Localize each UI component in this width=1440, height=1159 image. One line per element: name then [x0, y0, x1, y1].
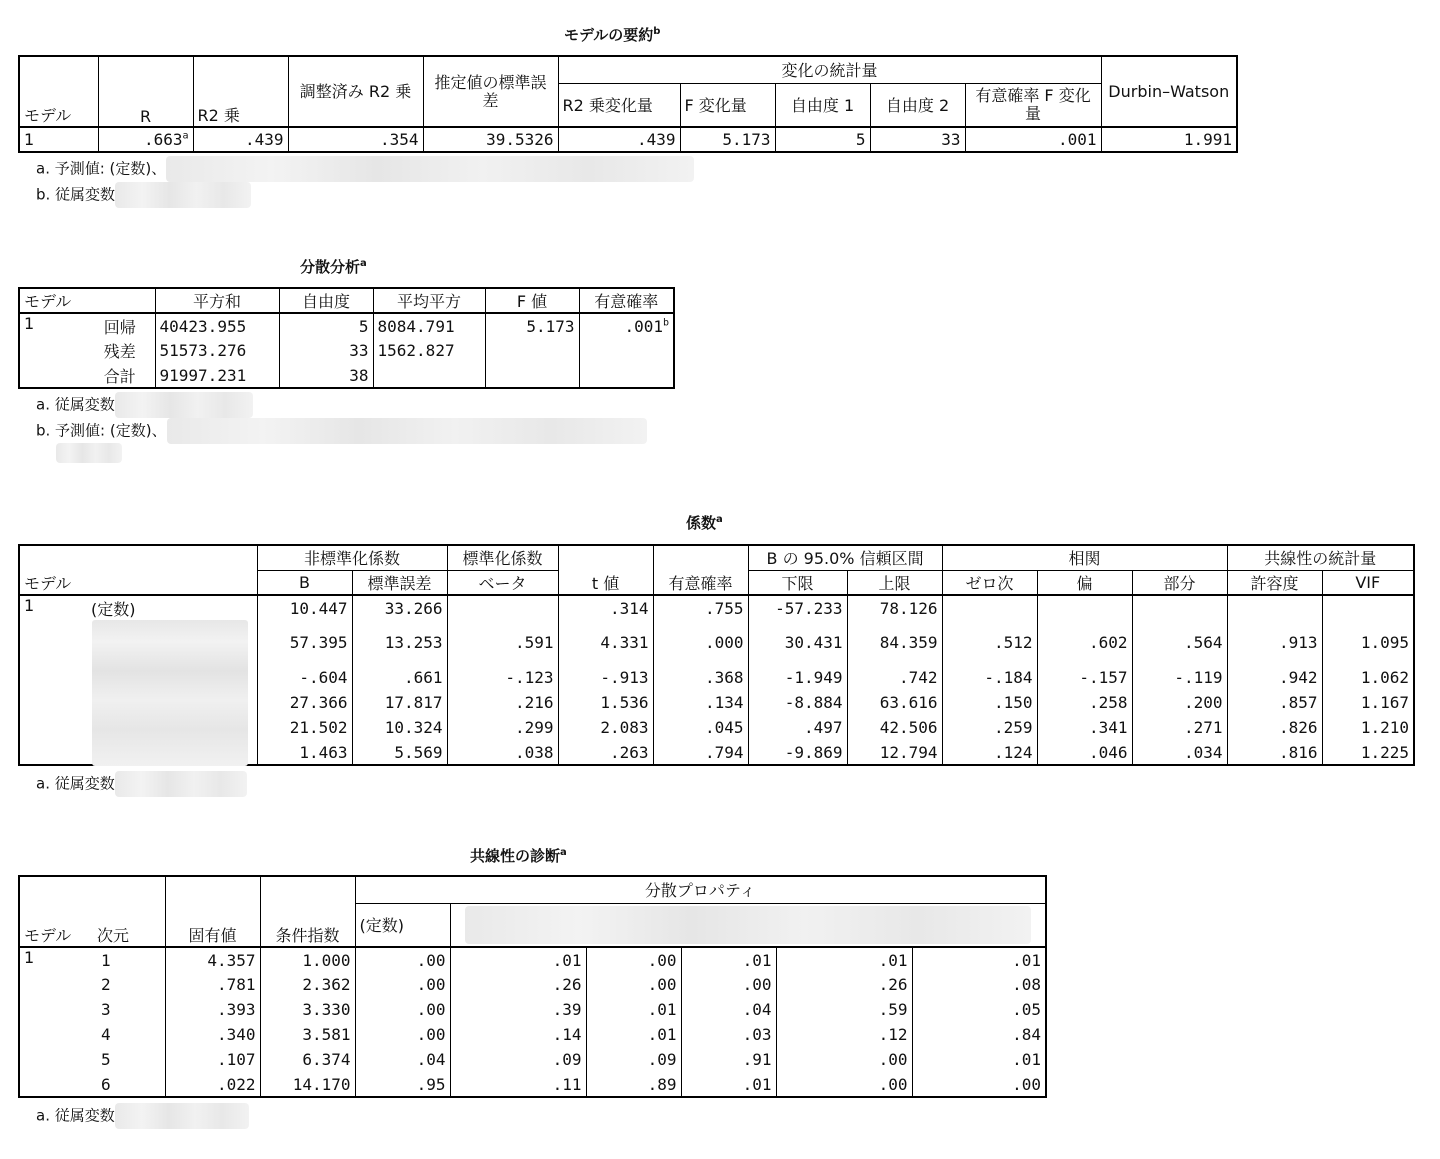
- col-upper: 上限: [847, 570, 942, 595]
- cell-varprop-5: .08: [912, 972, 1046, 997]
- cell-part: .200: [1132, 690, 1227, 715]
- anova-title: 分散分析$^a$: [300, 258, 367, 276]
- cell-varprop-5: .01: [912, 947, 1046, 972]
- change-stats-group: 変化の統計量: [558, 56, 1101, 83]
- cell-lower: -1.949: [748, 665, 847, 690]
- cell-dimension: 6: [101, 1074, 111, 1094]
- model-summary-table: [18, 55, 1238, 153]
- col-r2: R2 乗: [193, 56, 288, 127]
- cell-ms: [373, 363, 485, 388]
- footnote-predictors: b. 予測値: (定数)、: [36, 418, 647, 444]
- cell-varprop-2: .09: [586, 1047, 681, 1072]
- col-eigenvalue: 固有値: [165, 876, 260, 947]
- redacted-text: [115, 182, 251, 208]
- footnote-dependent: a. 従属変数: [36, 771, 247, 797]
- model-summary-title: モデルの要約$^b$: [564, 26, 661, 44]
- cell-lower: 30.431: [748, 620, 847, 665]
- cell-vif: 1.210: [1322, 715, 1414, 740]
- cell-ss: 51573.276: [155, 338, 279, 363]
- redacted-text: [115, 1103, 249, 1129]
- cell-std-error: 17.817: [352, 690, 447, 715]
- cell-t: .314: [558, 595, 653, 620]
- cell-sig: .001$^b$: [579, 313, 674, 338]
- cell-partial: .258: [1037, 690, 1132, 715]
- col-std-error: 標準誤差: [352, 570, 447, 595]
- col-beta: ベータ: [447, 570, 558, 595]
- col-durbin-watson: Durbin–Watson: [1101, 56, 1237, 127]
- correlations-group: 相関: [942, 545, 1227, 570]
- cell-vif: 1.095: [1322, 620, 1414, 665]
- cell-beta: -.123: [447, 665, 558, 690]
- cell-ss: 91997.231: [155, 363, 279, 388]
- footnote-dependent: a. 従属変数: [36, 1103, 249, 1129]
- cell-varprop-1: .09: [450, 1047, 586, 1072]
- col-sig: 有意確率: [579, 288, 674, 313]
- cell-ms: 1562.827: [373, 338, 485, 363]
- cell-std-error: .661: [352, 665, 447, 690]
- cell-adj-r2: .354: [288, 127, 423, 152]
- cell-eigenvalue: .340: [165, 1022, 260, 1047]
- col-adj-r2: 調整済み R2 乗: [288, 56, 423, 127]
- cell-zero-order: .124: [942, 740, 1037, 765]
- table-row: [19, 595, 1414, 620]
- cell-vif: 1.062: [1322, 665, 1414, 690]
- row-label: 合計: [103, 366, 136, 386]
- cell-model: 1: [24, 596, 35, 615]
- cell-zero-order: [942, 595, 1037, 620]
- cell-lower: -9.869: [748, 740, 847, 765]
- table-row: [19, 997, 1046, 1022]
- cell-varprop-5: .01: [912, 1047, 1046, 1072]
- table-row: [19, 1072, 1046, 1097]
- cell-df: 5: [279, 313, 373, 338]
- cell-condition-index: 6.374: [260, 1047, 355, 1072]
- cell-std-error: 5.569: [352, 740, 447, 765]
- col-b: B: [257, 570, 352, 595]
- cell-eigenvalue: .107: [165, 1047, 260, 1072]
- ci-group: B の 95.0% 信頼区間: [748, 545, 942, 570]
- cell-t: .263: [558, 740, 653, 765]
- cell-upper: 84.359: [847, 620, 942, 665]
- cell-lower: .497: [748, 715, 847, 740]
- cell-durbin-watson: 1.991: [1101, 127, 1237, 152]
- cell-varprop-3: .04: [681, 997, 776, 1022]
- cell-df2: 33: [870, 127, 965, 152]
- cell-df1: 5: [775, 127, 870, 152]
- col-f: F 値: [485, 288, 579, 313]
- cell-dimension: 3: [101, 1000, 111, 1019]
- standardized-group: 標準化係数: [447, 545, 558, 570]
- unstandardized-group: 非標準化係数: [257, 545, 447, 570]
- table-row: [19, 363, 674, 388]
- cell-part: -.119: [1132, 665, 1227, 690]
- col-tolerance: 許容度: [1227, 570, 1322, 595]
- col-zero-order: ゼロ次: [942, 570, 1037, 595]
- table-row: [19, 972, 1046, 997]
- cell-beta: .038: [447, 740, 558, 765]
- cell-f-change: 5.173: [680, 127, 775, 152]
- cell-varprop-4: .00: [776, 1047, 912, 1072]
- col-sig-f-change: 有意確率 F 変化量: [965, 83, 1101, 127]
- cell-partial: .602: [1037, 620, 1132, 665]
- collinearity-stats-group: 共線性の統計量: [1227, 545, 1414, 570]
- footnote-dependent: a. 従属変数: [36, 392, 253, 418]
- cell-t: -.913: [558, 665, 653, 690]
- cell-model: 1: [24, 948, 35, 967]
- cell-b: 57.395: [257, 620, 352, 665]
- cell-r: .663$^a$: [98, 127, 193, 152]
- table-row: [19, 1022, 1046, 1047]
- cell-sig: [579, 338, 674, 363]
- cell-tolerance: .913: [1227, 620, 1322, 665]
- cell-b: -.604: [257, 665, 352, 690]
- cell-varprop-2: .01: [586, 1022, 681, 1047]
- cell-dimension: 2: [101, 975, 111, 994]
- col-part: 部分: [1132, 570, 1227, 595]
- cell-upper: 78.126: [847, 595, 942, 620]
- col-df: 自由度: [279, 288, 373, 313]
- cell-std-error: 33.266: [352, 595, 447, 620]
- cell-upper: 12.794: [847, 740, 942, 765]
- cell-sig: .000: [653, 620, 748, 665]
- cell-sig: .755: [653, 595, 748, 620]
- cell-ms: 8084.791: [373, 313, 485, 338]
- cell-model: 1: [24, 314, 35, 333]
- cell-varprop-3: .01: [681, 947, 776, 972]
- cell-b: 10.447: [257, 595, 352, 620]
- cell-tolerance: .826: [1227, 715, 1322, 740]
- cell-condition-index: 3.581: [260, 1022, 355, 1047]
- cell-upper: 63.616: [847, 690, 942, 715]
- cell-lower: -8.884: [748, 690, 847, 715]
- row-label: 回帰: [103, 317, 136, 337]
- cell-zero-order: .512: [942, 620, 1037, 665]
- row-label-constant: (定数): [91, 599, 136, 619]
- cell-upper: 42.506: [847, 715, 942, 740]
- cell-partial: [1037, 595, 1132, 620]
- cell-varprop-4: .00: [776, 1072, 912, 1097]
- cell-condition-index: 3.330: [260, 997, 355, 1022]
- col-partial: 偏: [1037, 570, 1132, 595]
- col-model: モデル: [19, 876, 93, 947]
- table-row: [19, 313, 674, 338]
- col-t: t 値: [558, 545, 653, 595]
- cell-partial: -.157: [1037, 665, 1132, 690]
- cell-vif: 1.225: [1322, 740, 1414, 765]
- cell-varprop-constant: .00: [355, 997, 450, 1022]
- cell-f: 5.173: [485, 313, 579, 338]
- cell-t: 4.331: [558, 620, 653, 665]
- redacted-text: [166, 156, 694, 182]
- cell-varprop-5: .84: [912, 1022, 1046, 1047]
- cell-r2-change: .439: [558, 127, 680, 152]
- footnote-predictors: a. 予測値: (定数)、: [36, 156, 694, 182]
- cell-part: .564: [1132, 620, 1227, 665]
- cell-sig-f-change: .001: [965, 127, 1101, 152]
- cell-varprop-constant: .04: [355, 1047, 450, 1072]
- cell-r2: .439: [193, 127, 288, 152]
- cell-dimension: 4: [101, 1025, 111, 1044]
- cell-zero-order: -.184: [942, 665, 1037, 690]
- cell-vif: 1.167: [1322, 690, 1414, 715]
- cell-varprop-3: .00: [681, 972, 776, 997]
- col-model: モデル: [19, 288, 155, 313]
- cell-varprop-4: .01: [776, 947, 912, 972]
- redacted-text: [56, 443, 122, 463]
- cell-zero-order: .259: [942, 715, 1037, 740]
- cell-varprop-2: .00: [586, 947, 681, 972]
- cell-ss: 40423.955: [155, 313, 279, 338]
- variance-proportions-group: 分散プロパティ: [355, 876, 1046, 903]
- cell-varprop-1: .39: [450, 997, 586, 1022]
- cell-df: 38: [279, 363, 373, 388]
- cell-f: [485, 338, 579, 363]
- cell-part: .271: [1132, 715, 1227, 740]
- col-dimension: 次元: [93, 876, 165, 947]
- cell-tolerance: [1227, 595, 1322, 620]
- cell-varprop-1: .11: [450, 1072, 586, 1097]
- table-row: [19, 338, 674, 363]
- cell-part: [1132, 595, 1227, 620]
- col-df1: 自由度 1: [775, 83, 870, 127]
- cell-varprop-2: .01: [586, 997, 681, 1022]
- cell-varprop-2: .00: [586, 972, 681, 997]
- redacted-text: [167, 418, 647, 444]
- cell-partial: .341: [1037, 715, 1132, 740]
- cell-varprop-2: .89: [586, 1072, 681, 1097]
- col-lower: 下限: [748, 570, 847, 595]
- table-row: [19, 947, 1046, 972]
- coefficients-title: 係数$^a$: [686, 514, 723, 532]
- cell-beta: [447, 595, 558, 620]
- cell-lower: -57.233: [748, 595, 847, 620]
- col-df2: 自由度 2: [870, 83, 965, 127]
- cell-varprop-3: .01: [681, 1072, 776, 1097]
- cell-condition-index: 2.362: [260, 972, 355, 997]
- cell-varprop-constant: .00: [355, 972, 450, 997]
- redacted-variable-names: [92, 620, 248, 766]
- redacted-text: [115, 392, 253, 418]
- cell-varprop-5: .05: [912, 997, 1046, 1022]
- col-sig: 有意確率: [653, 545, 748, 595]
- cell-varprop-4: .59: [776, 997, 912, 1022]
- cell-beta: .216: [447, 690, 558, 715]
- cell-eigenvalue: .393: [165, 997, 260, 1022]
- cell-b: 21.502: [257, 715, 352, 740]
- cell-tolerance: .816: [1227, 740, 1322, 765]
- cell-varprop-constant: .00: [355, 947, 450, 972]
- cell-sig: [579, 363, 674, 388]
- cell-dimension: 1: [101, 950, 111, 970]
- col-sum-of-squares: 平方和: [155, 288, 279, 313]
- cell-eigenvalue: .781: [165, 972, 260, 997]
- cell-b: 27.366: [257, 690, 352, 715]
- cell-condition-index: 1.000: [260, 947, 355, 972]
- cell-varprop-4: .26: [776, 972, 912, 997]
- cell-std-error: 10.324: [352, 715, 447, 740]
- col-model: モデル: [19, 56, 98, 127]
- cell-sig: .134: [653, 690, 748, 715]
- cell-varprop-1: .26: [450, 972, 586, 997]
- cell-f: [485, 363, 579, 388]
- cell-varprop-1: .01: [450, 947, 586, 972]
- cell-varprop-5: .00: [912, 1072, 1046, 1097]
- cell-varprop-3: .91: [681, 1047, 776, 1072]
- col-vif: VIF: [1322, 570, 1414, 595]
- collinearity-title: 共線性の診断$^a$: [470, 847, 567, 865]
- cell-df: 33: [279, 338, 373, 363]
- cell-sig: .794: [653, 740, 748, 765]
- redacted-text: [115, 771, 247, 797]
- cell-dimension: 5: [101, 1050, 111, 1069]
- cell-tolerance: .942: [1227, 665, 1322, 690]
- table-row: [19, 127, 1237, 152]
- cell-varprop-constant: .95: [355, 1072, 450, 1097]
- redacted-text: [465, 906, 1031, 944]
- collinearity-table: [18, 875, 1047, 1098]
- col-mean-square: 平均平方: [373, 288, 485, 313]
- cell-varprop-4: .12: [776, 1022, 912, 1047]
- cell-vif: [1322, 595, 1414, 620]
- cell-b: 1.463: [257, 740, 352, 765]
- cell-tolerance: .857: [1227, 690, 1322, 715]
- col-model: モデル: [19, 545, 257, 595]
- anova-table: [18, 287, 675, 389]
- col-f-change: F 変化量: [680, 83, 775, 127]
- row-label: 残差: [103, 342, 136, 361]
- table-row: [19, 1047, 1046, 1072]
- cell-zero-order: .150: [942, 690, 1037, 715]
- cell-varprop-constant: .00: [355, 1022, 450, 1047]
- cell-se: 39.5326: [423, 127, 558, 152]
- cell-condition-index: 14.170: [260, 1072, 355, 1097]
- col-r2-change: R2 乗変化量: [558, 83, 680, 127]
- cell-varprop-1: .14: [450, 1022, 586, 1047]
- cell-sig: .368: [653, 665, 748, 690]
- col-r: R: [98, 56, 193, 127]
- cell-model: 1: [24, 130, 35, 149]
- footnote-dependent: b. 従属変数: [36, 182, 251, 208]
- cell-part: .034: [1132, 740, 1227, 765]
- cell-upper: .742: [847, 665, 942, 690]
- cell-varprop-3: .03: [681, 1022, 776, 1047]
- cell-sig: .045: [653, 715, 748, 740]
- col-condition-index: 条件指数: [260, 876, 355, 947]
- col-se: 推定値の標準誤差: [423, 56, 558, 127]
- cell-beta: .299: [447, 715, 558, 740]
- redacted-variable-headers: [450, 903, 1046, 947]
- cell-t: 2.083: [558, 715, 653, 740]
- cell-eigenvalue: .022: [165, 1072, 260, 1097]
- cell-partial: .046: [1037, 740, 1132, 765]
- cell-beta: .591: [447, 620, 558, 665]
- cell-std-error: 13.253: [352, 620, 447, 665]
- cell-t: 1.536: [558, 690, 653, 715]
- col-constant: (定数): [355, 903, 450, 947]
- cell-eigenvalue: 4.357: [165, 947, 260, 972]
